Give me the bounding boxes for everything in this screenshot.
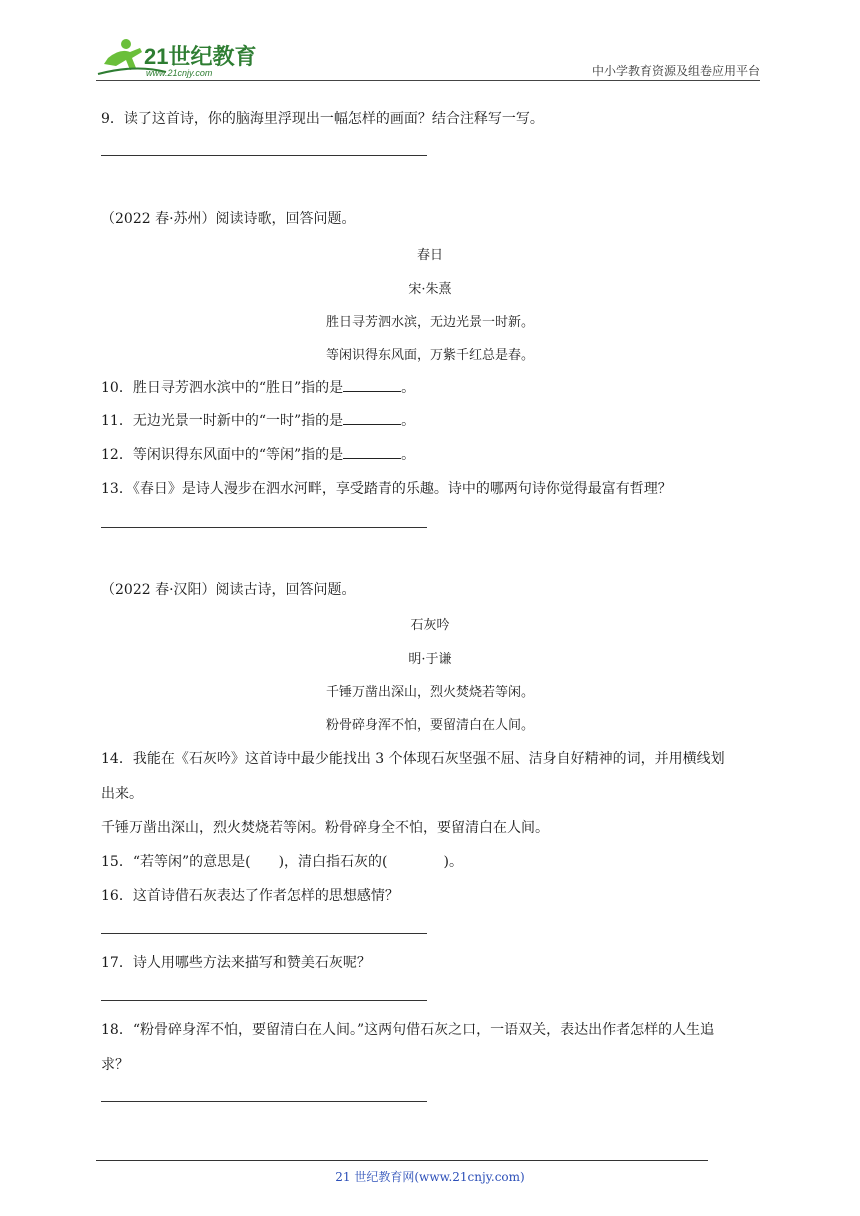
question-18-line-1: 18．“粉骨碎身浑不怕，要留清白在人间。”这两句借石灰之口，一语双关，表达出作者怎样的人生追 <box>101 1022 715 1038</box>
question-12-text: 12．等闲识得东风面中的“等闲”指的是 <box>101 447 344 463</box>
question-10-end: 。 <box>401 380 416 396</box>
poem-2-line-2: 粉骨碎身浑不怕，要留清白在人间。 <box>325 718 534 733</box>
header-divider <box>96 80 760 81</box>
question-15: 15．“若等闲”的意思是( )，清白指石灰的( )。 <box>101 854 463 870</box>
question-13: 13．《春日》是诗人漫步在泗水河畔，享受踏青的乐趣。诗中的哪两句诗你觉得最富有哲理？ <box>101 481 672 497</box>
answer-line-13[interactable] <box>101 527 427 528</box>
blank-11[interactable] <box>343 411 401 425</box>
header-platform-text: 中小学教育资源及组卷应用平台 <box>591 64 760 78</box>
footer-divider <box>96 1160 708 1161</box>
site-logo <box>96 36 266 80</box>
question-16: 16．这首诗借石灰表达了作者怎样的思想感情？ <box>101 888 399 904</box>
poem-1-line-2: 等闲识得东风面，万紫千红总是春。 <box>325 348 534 363</box>
question-11-text: 11．无边光景一时新中的“一时”指的是 <box>101 413 344 429</box>
question-14-poem: 千锤万凿出深山，烈火焚烧若等闲。粉骨碎身全不怕，要留清白在人间。 <box>101 820 549 836</box>
question-11-end: 。 <box>401 413 416 429</box>
answer-line-17[interactable] <box>101 1000 427 1001</box>
answer-line-16[interactable] <box>101 933 427 934</box>
logo-url-text: www.21cnjy.com <box>146 68 213 78</box>
blank-12[interactable] <box>343 445 401 459</box>
question-12 <box>101 444 415 464</box>
section-2-intro: （2022 春·汉阳）阅读古诗，回答问题。 <box>101 582 356 598</box>
poem-1-line-1: 胜日寻芳泗水滨，无边光景一时新。 <box>325 315 534 330</box>
poem-2-author: 明·于谦 <box>408 652 452 667</box>
logo-brand-text: 21世纪教育 <box>144 44 257 69</box>
question-9: 9．读了这首诗，你的脑海里浮现出一幅怎样的画面？结合注释写一写。 <box>101 111 544 127</box>
poem-2-title: 石灰吟 <box>410 618 450 633</box>
poem-2-line-1: 千锤万凿出深山，烈火焚烧若等闲。 <box>325 685 534 700</box>
question-14-line-1: 14．我能在《石灰吟》这首诗中最少能找出 3 个体现石灰坚强不屈、洁身自好精神的词，并用横线划 <box>101 751 725 767</box>
footer-link[interactable]: 21 世纪教育网(www.21cnjy.com) <box>335 1170 525 1184</box>
question-17: 17．诗人用哪些方法来描写和赞美石灰呢？ <box>101 955 371 971</box>
question-11 <box>101 410 415 430</box>
runner-logo-icon <box>96 36 266 80</box>
question-10-text: 10．胜日寻芳泗水滨中的“胜日”指的是 <box>101 380 344 396</box>
question-10 <box>101 377 415 397</box>
section-1-intro: （2022 春·苏州）阅读诗歌，回答问题。 <box>101 211 356 227</box>
poem-1-title: 春日 <box>416 248 443 263</box>
question-12-end: 。 <box>401 447 416 463</box>
poem-1-author: 宋·朱熹 <box>408 282 452 297</box>
question-14-line-2: 出来。 <box>101 786 143 802</box>
question-18-line-2: 求？ <box>101 1057 129 1073</box>
answer-line-9[interactable] <box>101 155 427 156</box>
blank-10[interactable] <box>343 378 401 392</box>
answer-line-18[interactable] <box>101 1101 427 1102</box>
